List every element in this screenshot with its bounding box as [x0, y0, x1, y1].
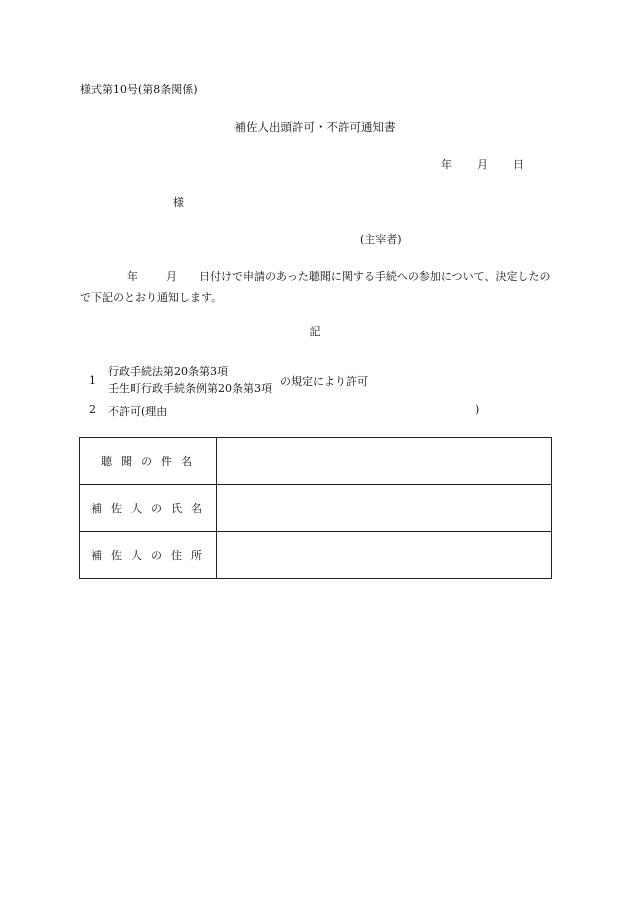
date-line: [441, 156, 524, 172]
document-title: 補佐人出頭許可・不許可通知書: [234, 120, 396, 134]
ki-heading: 記: [309, 325, 321, 338]
body-year-label: 年: [127, 270, 138, 283]
table-row: [80, 485, 552, 532]
item1-law-line2: 壬生町行政手続条例第20条第3項: [108, 382, 272, 395]
item2-text: 不許可(理由: [108, 405, 168, 418]
table-value-assistant-address[interactable]: [217, 532, 552, 579]
table-value-case-name[interactable]: [217, 438, 552, 485]
body-month-label: 月: [166, 270, 177, 283]
table-row: [80, 532, 552, 579]
item2-number: 2: [89, 403, 96, 416]
date-month-label: 月: [477, 158, 488, 171]
notice-body: [80, 266, 552, 308]
item2-close-paren: ): [475, 403, 480, 416]
table-row: [80, 438, 552, 485]
organizer-label: (主宰者): [360, 233, 402, 246]
table-label-assistant-address: 補佐人の住所: [80, 532, 217, 579]
item1-number: 1: [89, 374, 96, 387]
table-label-case-name: 聴聞の件名: [80, 438, 217, 485]
date-day-label: 日: [513, 158, 524, 171]
date-year-label: 年: [441, 158, 452, 171]
info-table: [79, 437, 552, 579]
table-value-assistant-name[interactable]: [217, 485, 552, 532]
item1-law-line1: 行政手続法第20条第3項: [108, 365, 228, 378]
table-label-assistant-name: 補佐人の氏名: [80, 485, 217, 532]
body-text: 日付けで申請のあった聴聞に関する手続への参加について、決定したので下記のとおり通知します。: [80, 270, 551, 304]
form-number: 様式第10号(第8条関係): [80, 83, 198, 96]
addressee-honorific: 様: [173, 196, 184, 209]
item1-suffix: の規定により許可: [280, 375, 368, 388]
